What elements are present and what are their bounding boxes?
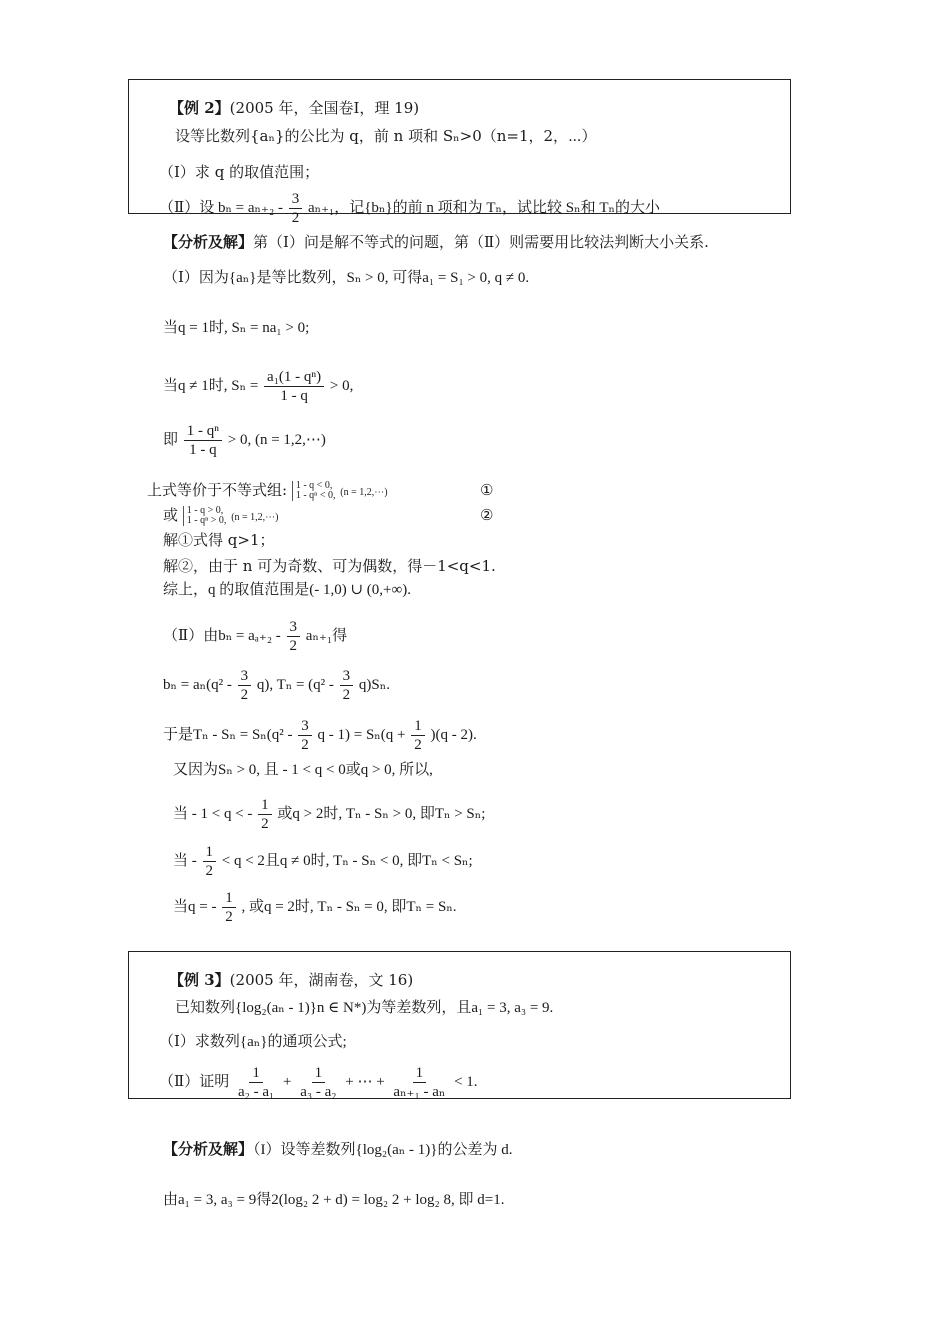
plus-sign: + <box>282 1073 292 1090</box>
solution-2-line-5 <box>147 480 388 503</box>
text-segment: )(q - 2). <box>430 726 477 743</box>
system-row: 1 - q > 0, <box>186 505 224 516</box>
solution-2-line-16 <box>173 889 457 926</box>
marker-1: ① <box>480 481 494 499</box>
example-2-statement: 设等比数列{aₙ}的公比为 q，前 n 项和 Sₙ>0（n=1，2，⋯） <box>175 127 597 145</box>
example-3-box <box>128 951 791 1099</box>
example-2-title: 【例 2】 <box>169 99 230 117</box>
system-row: 1 - q < 0, <box>295 480 333 491</box>
text-segment: 当q = - <box>173 898 221 915</box>
solution-3-line-2: 由a₁ = 3, a₃ = 9得2(log₂ 2 + d) = log₂ 2 + log₂ 8, 即 d=1. <box>163 1192 505 1208</box>
solution-2-line-8: 解②，由于 n 可为奇数、可为偶数，得－1<q<1. <box>163 557 496 575</box>
text-segment: > 0, (n = 1,2,⋯) <box>227 431 326 448</box>
text-segment: 于是Tₙ - Sₙ = Sₙ(q² - <box>163 726 297 743</box>
fraction: $\frac{1}{\text{aₙ₊₁ - aₙ}}$ <box>393 1065 446 1100</box>
text-segment: , 或q = 2时, Tₙ - Sₙ = 0, 即Tₙ = Sₙ. <box>241 898 457 915</box>
fraction: $\frac{3}{2}$ <box>238 667 252 704</box>
fraction: $\frac{\text{a₁(1 - qⁿ)}}{1 - q}$ <box>264 368 324 405</box>
example-2-source: (2005 年，全国卷Ⅰ，理 19) <box>229 99 420 117</box>
text-segment: q), Tₙ = (q² - <box>256 676 338 693</box>
solution-2-line-9: 综上，q 的取值范围是(- 1,0) ∪ (0,+∞). <box>163 582 411 598</box>
text-segment: 或 <box>163 506 179 524</box>
solution-2-line-2: 当q = 1时, Sₙ = na₁ > 0; <box>163 320 310 336</box>
text-segment: + ⋯ + <box>345 1073 389 1090</box>
fraction: $\frac{1}{2}$ <box>203 843 217 880</box>
text-segment: bₙ = aₙ(q² - <box>163 676 236 693</box>
text-segment: （Ⅱ）由bₙ = aₐ₊₂ - <box>163 627 285 644</box>
system-row: 1 - qⁿ < 0, <box>295 490 336 501</box>
example-2-header <box>169 98 419 118</box>
solution-2-line-3 <box>163 368 353 405</box>
fraction: $\frac{3}{2}$ <box>298 717 312 754</box>
fraction: $\frac{1}{2}$ <box>258 796 272 833</box>
solution-2-line-6 <box>163 505 279 528</box>
fraction: $\frac{1}{\text{a₃ - a₂}}$ <box>300 1065 337 1100</box>
solution-2-line-4 <box>163 422 326 459</box>
text-segment: 当q ≠ 1时, Sₙ = <box>163 377 263 394</box>
solution-2-line-14 <box>173 796 485 833</box>
solution-3-line-1 <box>163 1140 512 1160</box>
solution-2-line-13: 又因为Sₙ > 0, 且 - 1 < q < 0或q > 0, 所以, <box>173 762 433 778</box>
text-segment: 即 <box>163 431 179 448</box>
fraction: $\frac{\text{1 - qⁿ}}{1 - q}$ <box>184 422 222 459</box>
inequality-system-2 <box>183 506 227 526</box>
system-condition: (n = 1,2,⋯) <box>231 512 279 523</box>
example-2-box <box>128 79 791 226</box>
solution-2-line-7: 解①式得 q>1； <box>163 531 275 549</box>
example-3-part2 <box>159 1064 478 1101</box>
solution-2-heading: 【分析及解】 <box>163 233 254 251</box>
text-segment: q - 1) = Sₙ(q + <box>317 726 410 743</box>
solution-2-line-12 <box>163 717 477 754</box>
fraction: $\frac{3}{2}$ <box>340 667 354 704</box>
fraction: $\frac{3}{2}$ <box>287 618 301 655</box>
example-2-part2-tail: aₙ₊₁，记{bₙ}的前 n 项和为 Tₙ，试比较 Sₙ和 Tₙ的大小 <box>307 199 661 216</box>
solution-2-intro <box>163 232 709 252</box>
example-3-header <box>169 970 413 990</box>
text-segment: 上式等价于不等式组: <box>147 481 288 499</box>
text-segment: q)Sₙ. <box>358 676 390 693</box>
example-3-part1: （Ⅰ）求数列{aₙ}的通项公式; <box>159 1034 347 1050</box>
text-segment: 当 - 1 < q < - <box>173 805 257 822</box>
text-segment: aₙ₊₁得 <box>305 627 348 644</box>
fraction: $\frac{1}{\text{a₂ - a₁}}$ <box>237 1065 275 1100</box>
fraction: $\frac{3}{2}$ <box>289 190 303 227</box>
solution-3-heading: 【分析及解】 <box>163 1142 254 1158</box>
marker-2: ② <box>480 506 494 524</box>
solution-2-line-1: （Ⅰ）因为{aₙ}是等比数列，Sₙ > 0, 可得a₁ = S₁ > 0, q ≠ 0. <box>163 270 530 286</box>
text-segment: < q < 2且q ≠ 0时, Tₙ - Sₙ < 0, 即Tₙ < Sₙ; <box>221 852 473 869</box>
solution-2-intro-text: 第（Ⅰ）问是解不等式的问题，第（Ⅱ）则需要用比较法判断大小关系. <box>253 233 709 251</box>
system-condition: (n = 1,2,⋯) <box>340 487 388 498</box>
fraction: $\frac{1}{2}$ <box>222 889 236 926</box>
system-row: 1 - qⁿ > 0, <box>186 515 227 526</box>
text-segment: 当 - <box>173 852 201 869</box>
example-2-part2 <box>159 190 660 227</box>
example-3-title: 【例 3】 <box>169 971 230 989</box>
fraction: $\frac{1}{2}$ <box>411 717 425 754</box>
text-segment: < 1. <box>454 1073 478 1090</box>
text-segment: （Ⅱ）证明 <box>159 1073 230 1090</box>
example-2-part1: （Ⅰ）求 q 的取值范围； <box>159 163 320 181</box>
text-segment: 或q > 2时, Tₙ - Sₙ > 0, 即Tₙ > Sₙ; <box>277 805 486 822</box>
solution-2-line-11 <box>163 667 390 704</box>
solution-2-line-10 <box>163 618 347 655</box>
text-segment: > 0, <box>329 377 354 394</box>
example-3-source: (2005 年，湖南卷，文 16) <box>229 971 414 989</box>
solution-3-line-1-text: （I）设等差数列{log₂(aₙ - 1)}的公差为 d. <box>253 1142 513 1158</box>
solution-2-line-15 <box>173 843 473 880</box>
example-3-statement: 已知数列{log₂(aₙ - 1)}n ∈ N*)为等差数列，且a₁ = 3, a₃ = 9. <box>175 1000 554 1016</box>
example-2-part2-text: （Ⅱ）设 bₙ = aₙ₊₂ - <box>159 199 287 216</box>
inequality-system-1 <box>292 481 336 501</box>
